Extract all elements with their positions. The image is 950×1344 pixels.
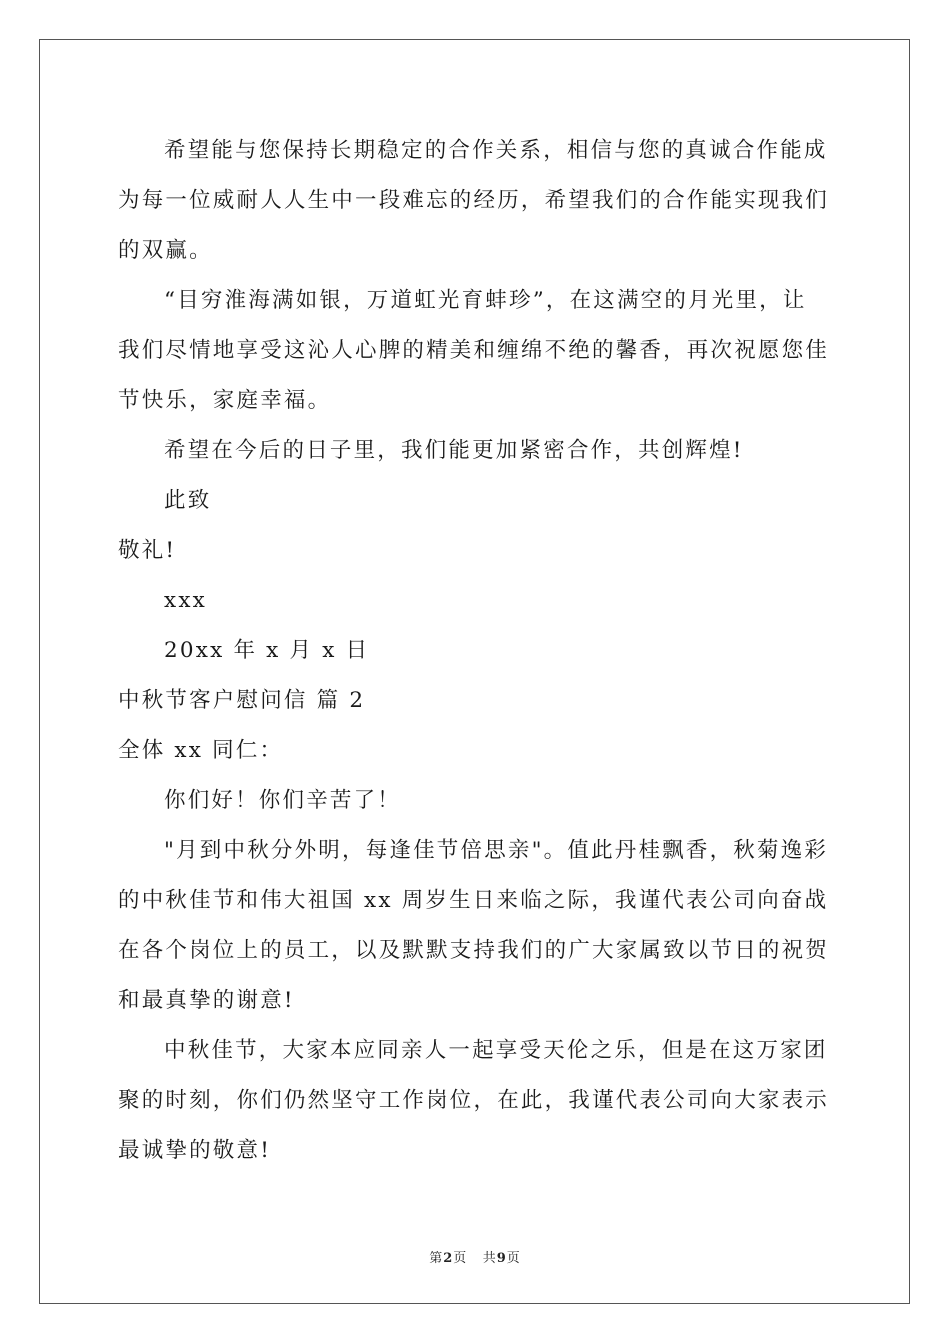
paragraph-line: 全体 xx 同仁： (118, 738, 284, 763)
paragraph-line: "月到中秋分外明，每逢佳节倍思亲"。值此丹桂飘香，秋菊逸彩 (164, 838, 829, 863)
paragraph-line: 节快乐，家庭幸福。 (118, 388, 332, 413)
paragraph-line: 聚的时刻，你们仍然坚守工作岗位，在此，我谨代表公司向大家表示 (118, 1088, 830, 1113)
paragraph-line: “目穷淮海满如银，万道虹光育蚌珍”，在这满空的月光里，让 (164, 288, 807, 313)
paragraph-line: 的双赢。 (118, 238, 213, 263)
footer-total-pages: 9 (496, 1251, 507, 1266)
paragraph-line: 你们好！你们辛苦了！ (164, 788, 402, 813)
footer-current-page: 2 (443, 1251, 454, 1266)
paragraph-line: 希望在今后的日子里，我们能更加紧密合作，共创辉煌! (164, 438, 744, 463)
paragraph-line: 中秋节客户慰问信 篇 2 (118, 688, 366, 713)
paragraph-line: 此致 (164, 488, 212, 513)
paragraph-line: 20xx 年 x 月 x 日 (164, 638, 370, 663)
footer-page-word: 页 (453, 1251, 468, 1266)
paragraph-line: 和最真挚的谢意! (118, 988, 295, 1013)
paragraph-line: 最诚挚的敬意! (118, 1138, 272, 1163)
page-footer (0, 1247, 950, 1266)
paragraph-line: 中秋佳节，大家本应同亲人一起享受天伦之乐，但是在这万家团 (164, 1038, 828, 1063)
footer-total-prefix: 共 (482, 1251, 497, 1266)
paragraph-line: 敬礼! (118, 538, 177, 563)
paragraph-line: 在各个岗位上的员工，以及默默支持我们的广大家属致以节日的祝贺 (118, 938, 830, 963)
paragraph-line: 为每一位威耐人人生中一段难忘的经历，希望我们的合作能实现我们 (118, 188, 830, 213)
paragraph-line: 我们尽情地享受这沁人心脾的精美和缠绵不绝的馨香，再次祝愿您佳 (118, 338, 830, 363)
paragraph-line: 的中秋佳节和伟大祖国 xx 周岁生日来临之际，我谨代表公司向奋战 (118, 888, 829, 913)
paragraph-line: xxx (164, 588, 207, 613)
footer-total-suffix: 页 (506, 1251, 521, 1266)
paragraph-line: 希望能与您保持长期稳定的合作关系，相信与您的真诚合作能成 (164, 138, 828, 163)
document-body (118, 126, 834, 1176)
footer-prefix: 第 (429, 1251, 444, 1266)
